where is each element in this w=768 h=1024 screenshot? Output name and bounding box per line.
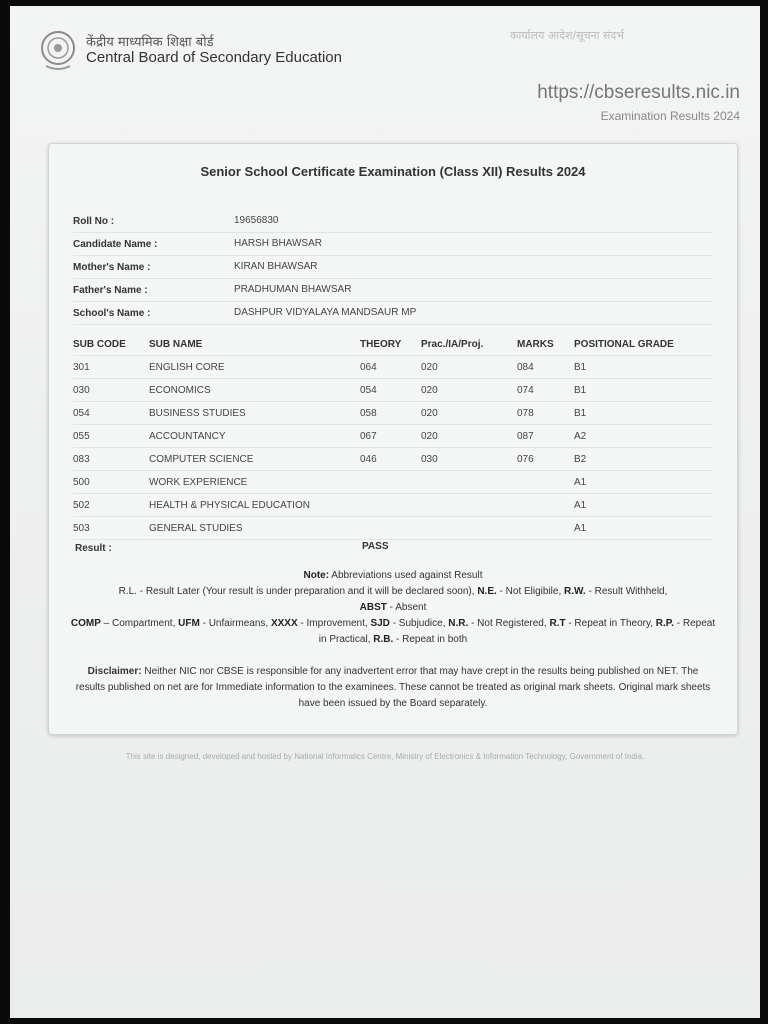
sub-code: 030 bbox=[73, 385, 90, 396]
sub-name: ENGLISH CORE bbox=[149, 362, 225, 373]
table-row bbox=[73, 517, 713, 540]
faded-header-text: कार्यालय आदेश/सूचना संदर्भ bbox=[510, 29, 625, 42]
note-text: Abbreviations used against Result bbox=[331, 570, 483, 581]
col-theory: THEORY bbox=[360, 339, 402, 350]
sub-name: BUSINESS STUDIES bbox=[149, 408, 246, 419]
result-row bbox=[73, 538, 713, 556]
abbr-desc: - Subjudice, bbox=[392, 618, 446, 629]
practical-marks: 020 bbox=[421, 408, 438, 419]
roll-number: 19656830 bbox=[234, 215, 279, 226]
candidate-name: HARSH BHAWSAR bbox=[234, 238, 322, 249]
disclaimer-text: Neither NIC nor CBSE is responsible for any inadvertent error that may have crept in the results being published on NET. The results published on net are for Immediate information to the examinees. These cannot be treated as original mark sheets. Original mark sheets have been issued by the Board separately. bbox=[75, 666, 711, 709]
table-row bbox=[73, 471, 713, 494]
board-name-hindi: केंद्रीय माध्यमिक शिक्षा बोर्ड bbox=[86, 35, 214, 50]
abbr: XXXX bbox=[270, 618, 298, 629]
abbr-desc: - Improvement, bbox=[300, 618, 368, 629]
abbr: R.W. bbox=[564, 586, 586, 597]
sub-code: 055 bbox=[73, 431, 90, 442]
sub-code: 054 bbox=[73, 408, 90, 419]
info-label: Roll No : bbox=[73, 216, 115, 227]
result-status: PASS bbox=[362, 541, 389, 552]
grade: A1 bbox=[574, 523, 587, 534]
col-practical: Prac./IA/Proj. bbox=[421, 339, 484, 350]
note-line bbox=[69, 600, 717, 616]
disclaimer bbox=[73, 664, 713, 712]
sub-name: ACCOUNTANCY bbox=[149, 431, 226, 442]
theory-marks: 054 bbox=[360, 385, 377, 396]
info-row-candidate-name bbox=[73, 233, 713, 256]
abbr-desc: - Repeat in both bbox=[396, 634, 468, 645]
info-label: Father's Name : bbox=[73, 285, 148, 296]
sub-code: 502 bbox=[73, 500, 90, 511]
result-label: Result : bbox=[75, 543, 112, 554]
table-row bbox=[73, 356, 713, 379]
practical-marks: 020 bbox=[421, 385, 438, 396]
sub-code: 301 bbox=[73, 362, 90, 373]
site-url: https://cbseresults.nic.in bbox=[537, 82, 740, 103]
col-marks: MARKS bbox=[517, 339, 554, 350]
col-grade: POSITIONAL GRADE bbox=[574, 339, 674, 350]
abbr: R.B. bbox=[373, 634, 394, 645]
result-card bbox=[48, 143, 738, 735]
grade: B1 bbox=[574, 385, 587, 396]
note-line bbox=[69, 616, 717, 648]
table-row bbox=[73, 448, 713, 471]
school-name: DASHPUR VIDYALAYA MANDSAUR MP bbox=[234, 307, 417, 318]
result-title: Senior School Certificate Examination (Class XII) Results 2024 bbox=[200, 164, 586, 179]
page-subtitle: Examination Results 2024 bbox=[600, 109, 740, 123]
total-marks: 087 bbox=[517, 431, 534, 442]
theory-marks: 046 bbox=[360, 454, 377, 465]
sub-code: 503 bbox=[73, 523, 90, 534]
grade: A1 bbox=[574, 477, 587, 488]
grade: B1 bbox=[574, 408, 587, 419]
table-row bbox=[73, 379, 713, 402]
abbr: R.L. bbox=[118, 586, 137, 597]
table-row bbox=[73, 402, 713, 425]
note-label: Note: bbox=[303, 570, 330, 581]
table-row bbox=[73, 425, 713, 448]
abbreviation-notes bbox=[69, 568, 717, 648]
grade: B1 bbox=[574, 362, 587, 373]
subjects-table bbox=[73, 333, 713, 540]
note-heading bbox=[69, 568, 717, 584]
abbr-desc: – Compartment, bbox=[103, 618, 176, 629]
sub-name: ECONOMICS bbox=[149, 385, 211, 396]
theory-marks: 067 bbox=[360, 431, 377, 442]
sub-name: COMPUTER SCIENCE bbox=[149, 454, 254, 465]
abbr: SJD bbox=[370, 618, 390, 629]
col-sub-name: SUB NAME bbox=[149, 339, 203, 350]
father-name: PRADHUMAN BHAWSAR bbox=[234, 284, 352, 295]
sub-name: HEALTH & PHYSICAL EDUCATION bbox=[149, 500, 310, 511]
theory-marks: 058 bbox=[360, 408, 377, 419]
info-row-mother-name bbox=[73, 256, 713, 279]
theory-marks: 064 bbox=[360, 362, 377, 373]
practical-marks: 020 bbox=[421, 362, 438, 373]
abbr: R.T bbox=[549, 618, 566, 629]
footer-note: This site is designed, developed and hosted by National Informatics Centre, Ministry of Electronics & Information Technology, Government of India. bbox=[125, 752, 645, 761]
table-header bbox=[73, 333, 713, 356]
abbr: N.R. bbox=[448, 618, 469, 629]
note-line bbox=[69, 584, 717, 600]
info-label: Mother's Name : bbox=[73, 262, 151, 273]
grade: A2 bbox=[574, 431, 587, 442]
mother-name: KIRAN BHAWSAR bbox=[234, 261, 318, 272]
total-marks: 076 bbox=[517, 454, 534, 465]
sub-name: GENERAL STUDIES bbox=[149, 523, 243, 534]
cbse-emblem-icon bbox=[40, 30, 76, 72]
grade: A1 bbox=[574, 500, 587, 511]
total-marks: 074 bbox=[517, 385, 534, 396]
practical-marks: 030 bbox=[421, 454, 438, 465]
sub-code: 500 bbox=[73, 477, 90, 488]
total-marks: 078 bbox=[517, 408, 534, 419]
practical-marks: 020 bbox=[421, 431, 438, 442]
abbr-desc: - Repeat in Theory, bbox=[568, 618, 654, 629]
abbr: N.E. bbox=[477, 586, 497, 597]
sub-name: WORK EXPERIENCE bbox=[149, 477, 248, 488]
abbr-desc: - Absent bbox=[389, 602, 427, 613]
abbr-desc: - Result Withheld, bbox=[588, 586, 668, 597]
info-row-school-name bbox=[73, 302, 713, 325]
abbr: COMP bbox=[70, 618, 101, 629]
info-row-roll-no bbox=[73, 210, 713, 233]
abbr-desc: - Not Registered, bbox=[471, 618, 547, 629]
grade: B2 bbox=[574, 454, 587, 465]
abbr-desc: - Repeat in Practical, bbox=[318, 618, 716, 645]
abbr-desc: - Not Eligibile, bbox=[499, 586, 562, 597]
disclaimer-label: Disclaimer: bbox=[87, 666, 142, 677]
table-row bbox=[73, 494, 713, 517]
board-name: Central Board of Secondary Education bbox=[86, 49, 342, 66]
info-row-father-name bbox=[73, 279, 713, 302]
abbr-desc: - Result Later (Your result is under preparation and it will be declared soon), bbox=[139, 586, 475, 597]
sub-code: 083 bbox=[73, 454, 90, 465]
abbr: UFM bbox=[178, 618, 200, 629]
col-sub-code: SUB CODE bbox=[73, 339, 126, 350]
abbr: R.P. bbox=[655, 618, 674, 629]
printed-page bbox=[10, 6, 760, 1018]
abbr: ABST bbox=[359, 602, 387, 613]
info-label: School's Name : bbox=[73, 308, 151, 319]
info-label: Candidate Name : bbox=[73, 239, 158, 250]
abbr-desc: - Unfairmeans, bbox=[202, 618, 269, 629]
total-marks: 084 bbox=[517, 362, 534, 373]
